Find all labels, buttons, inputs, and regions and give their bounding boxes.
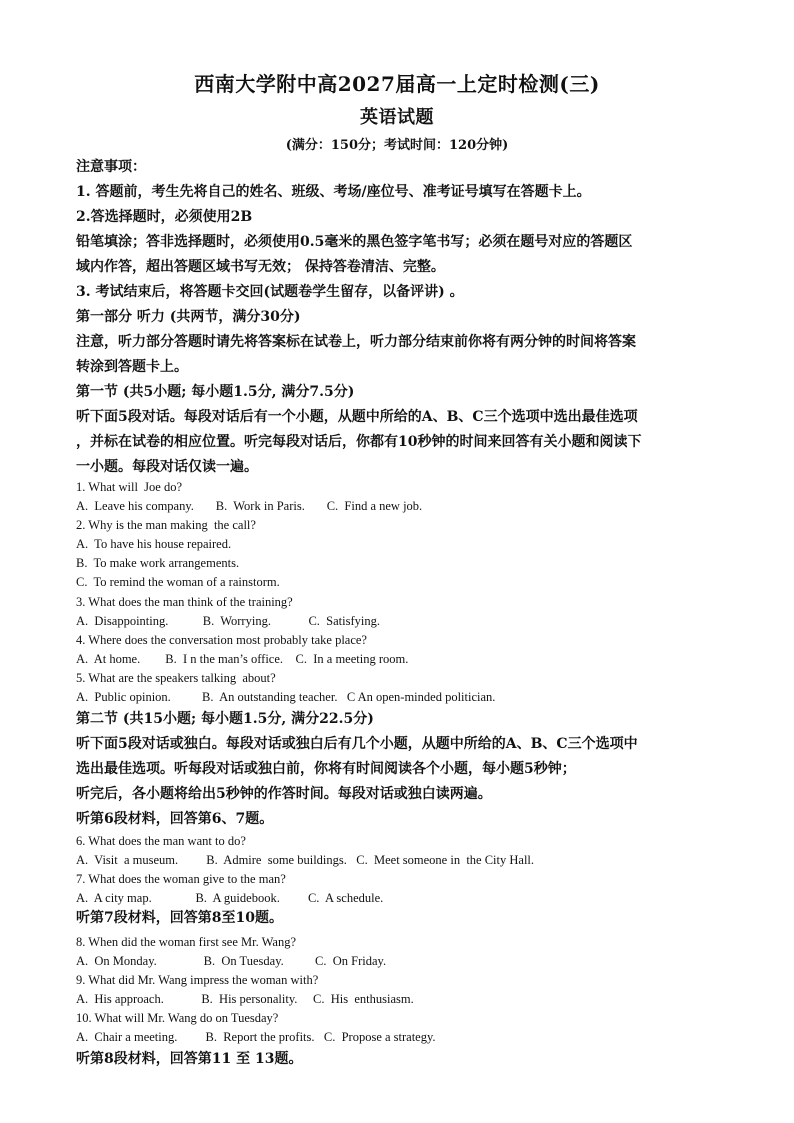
part1-heading: 第一部分 听力 (共两节，满分30分) bbox=[76, 309, 301, 325]
part1-note: 注意，听力部分答题时请先将答案标在试卷上，听力部分结束前你将有两分钟的时间将答案 bbox=[76, 334, 636, 350]
question-line: A. A city map. B. A guidebook. C. A schedule. bbox=[76, 891, 384, 906]
question-line: 3. What does the man think of the training? bbox=[76, 594, 293, 609]
question-line: A. On Monday. B. On Tuesday. C. On Friday. bbox=[76, 954, 387, 969]
question-line: A. To have his house repaired. bbox=[76, 537, 232, 552]
section2-heading: 第二节 (共15小题; 每小题1.5分, 满分22.5分) bbox=[76, 711, 374, 727]
questions-6-7 bbox=[76, 832, 726, 908]
question-line: 10. What will Mr. Wang do on Tuesday? bbox=[76, 1011, 279, 1026]
section2-instr: 听完后，各小题将给出5秒钟的作答时间。每段对话或独白读两遍。 bbox=[76, 786, 492, 802]
question-line: A. At home. B. I n the man’s office. C. In a meeting room. bbox=[76, 651, 409, 666]
section2-block bbox=[76, 707, 726, 832]
material-heading: 听第7段材料，回答第8至10题。 bbox=[76, 910, 283, 926]
notice-line: 域内作答，超出答题区域书写无效； 保持答卷清洁、完整。 bbox=[76, 259, 445, 275]
notice-line: 1. 答题前，考生先将自己的姓名、班级、考场/座位号、准考证号填写在答题卡上。 bbox=[76, 184, 591, 200]
notice-line: 3. 考试结束后，将答题卡交回(试题卷学生留存，以备评讲) 。 bbox=[76, 284, 464, 300]
part1-note: 转涂到答题卡上。 bbox=[76, 359, 188, 375]
exam-meta: (满分：150分；考试时间：120分钟) bbox=[285, 138, 509, 153]
section1-instr: 一小题。每段对话仅读一遍。 bbox=[76, 459, 258, 475]
question-line: A. His approach. B. His personality. C. His enthusiasm. bbox=[76, 992, 414, 1007]
question-line: A. Disappointing. B. Worrying. C. Satisfying. bbox=[76, 613, 380, 628]
question-line: 2. Why is the man making the call? bbox=[76, 518, 256, 533]
material7-block bbox=[76, 906, 726, 931]
question-line: A. Public opinion. B. An outstanding teacher. C An open-minded politician. bbox=[76, 690, 496, 705]
question-line: A. Chair a meeting. B. Report the profits. C. Propose a strategy. bbox=[76, 1030, 436, 1045]
section1-instr: 听下面5段对话。每段对话后有一个小题，从题中所给的A、B、C三个选项中选出最佳选项 bbox=[76, 409, 638, 425]
section1-heading: 第一节 (共5小题; 每小题1.5分, 满分7.5分) bbox=[76, 384, 355, 400]
material8-block bbox=[76, 1047, 726, 1072]
notice-line: 铅笔填涂；答非选择题时，必须使用0.5毫米的黑色签字笔书写；必须在题号对应的答题区 bbox=[76, 234, 633, 250]
notice-line: 2.答选择题时，必须使用2B bbox=[76, 209, 253, 225]
question-line: B. To make work arrangements. bbox=[76, 556, 240, 571]
notice-heading: 注意事项： bbox=[76, 159, 146, 175]
question-line: 5. What are the speakers talking about? bbox=[76, 670, 276, 685]
section2-instr: 选出最佳选项。听每段对话或独白前，你将有时间阅读各个小题，每小题5秒钟； bbox=[76, 761, 576, 777]
questions-8-10 bbox=[76, 933, 726, 1048]
question-line: 7. What does the woman give to the man? bbox=[76, 872, 286, 887]
question-line: A. Visit a museum. B. Admire some buildings. C. Meet someone in the City Hall. bbox=[76, 853, 535, 868]
question-line: 4. Where does the conversation most probably take place? bbox=[76, 632, 367, 647]
material-heading: 听第6段材料，回答第6、7题。 bbox=[76, 811, 274, 827]
section1-instr: ，并标在试卷的相应位置。听完每段对话后，你都有10秒钟的时间来回答有关小题和阅读下 bbox=[76, 434, 642, 450]
material-heading: 听第8段材料，回答第11 至 13题。 bbox=[76, 1051, 303, 1067]
question-line: 9. What did Mr. Wang impress the woman with? bbox=[76, 973, 319, 988]
section1-questions bbox=[76, 478, 726, 707]
question-line: A. Leave his company. B. Work in Paris. C. Find a new job. bbox=[76, 499, 423, 514]
question-line: 6. What does the man want to do? bbox=[76, 834, 246, 848]
notice-block bbox=[76, 155, 726, 480]
exam-subject: 英语试题 bbox=[360, 107, 434, 128]
question-line: 8. When did the woman first see Mr. Wang? bbox=[76, 935, 297, 949]
question-line: 1. What will Joe do? bbox=[76, 480, 182, 494]
exam-title: 西南大学附中高2027届高一上定时检测(三) bbox=[194, 72, 600, 96]
section2-instr: 听下面5段对话或独白。每段对话或独白后有几个小题，从题中所给的A、B、C三个选项中 bbox=[76, 736, 638, 752]
question-line: C. To remind the woman of a rainstorm. bbox=[76, 575, 280, 590]
